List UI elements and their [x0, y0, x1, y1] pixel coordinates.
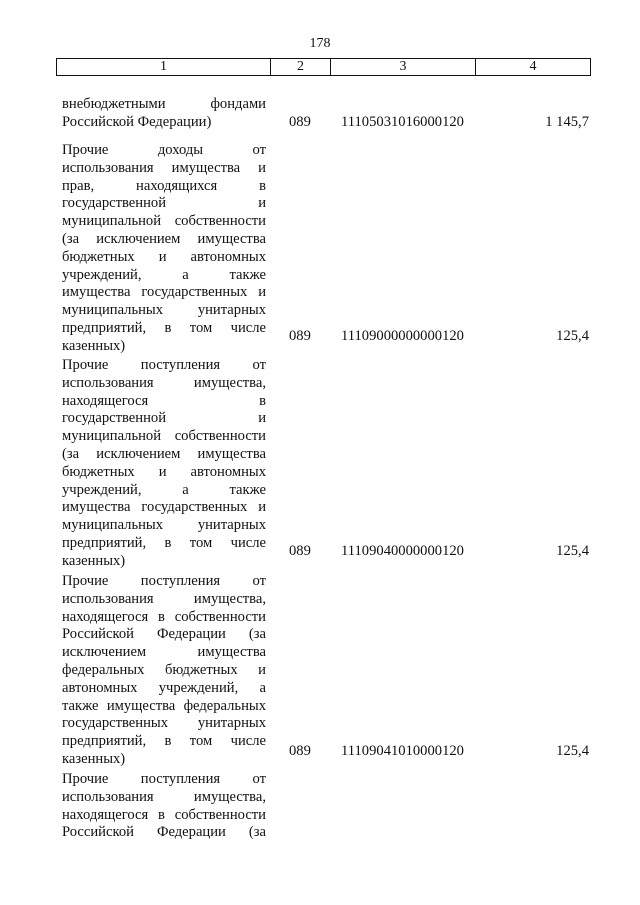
description-line: муниципальной собственности — [62, 213, 266, 230]
row-code: 089 — [289, 328, 311, 344]
row-description — [62, 142, 266, 356]
description-line: казенных) — [62, 552, 126, 569]
description-line: автономных учреждений, а — [62, 679, 266, 696]
description-line: бюджетных и автономных — [62, 463, 266, 480]
description-line: предприятий, в том числе — [62, 534, 266, 551]
description-line: учреждений, а также — [62, 481, 266, 498]
description-line: исключением имущества — [62, 644, 266, 661]
description-line: муниципальной собственности — [62, 428, 266, 445]
description-line: имущества государственных и — [62, 284, 266, 301]
row-code: 089 — [289, 543, 311, 559]
description-line: (за исключением имущества — [62, 230, 266, 247]
description-line: Прочие поступления от — [62, 357, 266, 373]
description-line: прав, находящихся в — [62, 177, 266, 194]
description-line: муниципальных унитарных — [62, 517, 266, 534]
description-line: находящегося в собственности — [62, 608, 266, 625]
row-description — [62, 771, 266, 842]
description-line: внебюджетными фондами — [62, 96, 266, 112]
row-amount: 1 145,7 — [545, 113, 589, 130]
row-code: 089 — [289, 113, 311, 130]
description-line: Прочие доходы от — [62, 142, 266, 158]
description-line: Российской Федерации (за — [62, 824, 266, 841]
description-line: Прочие поступления от — [62, 771, 266, 787]
row-amount: 125,4 — [556, 743, 589, 759]
description-line: использования имущества, — [62, 590, 266, 607]
column-header-4: 4 — [529, 59, 537, 74]
row-kbk: 11109040000000120 — [341, 543, 464, 559]
description-line: учреждений, а также — [62, 266, 266, 283]
page-number: 178 — [309, 36, 331, 51]
description-line: предприятий, в том числе — [62, 319, 266, 336]
row-kbk: 11105031016000120 — [341, 113, 464, 130]
column-header-3: 3 — [331, 59, 476, 75]
description-line: Прочие поступления от — [62, 573, 266, 589]
description-line: Российской Федерации (за — [62, 626, 266, 643]
row-description — [62, 573, 266, 769]
description-line: находящегося в собственности — [62, 806, 266, 823]
description-line: государственной и — [62, 410, 266, 427]
description-line: предприятий, в том числе — [62, 733, 266, 750]
row-amount: 125,4 — [556, 543, 589, 559]
column-header-2: 2 — [271, 59, 331, 75]
description-line: казенных) — [62, 337, 126, 354]
description-line: Российской Федерации) — [62, 113, 212, 130]
description-line: федеральных бюджетных и — [62, 661, 266, 678]
row-amount: 125,4 — [556, 328, 589, 344]
row-code: 089 — [289, 743, 311, 759]
row-description — [62, 96, 266, 132]
description-line: государственной и — [62, 195, 266, 212]
description-line: государственных унитарных — [62, 715, 266, 732]
description-line: имущества государственных и — [62, 499, 266, 516]
description-line: казенных) — [62, 750, 126, 767]
description-line: муниципальных унитарных — [62, 302, 266, 319]
description-line: также имущества федеральных — [62, 697, 266, 714]
description-line: использования имущества, — [62, 788, 266, 805]
row-kbk: 11109041010000120 — [341, 743, 464, 759]
row-kbk: 11109000000000120 — [341, 328, 464, 344]
row-description — [62, 357, 266, 571]
column-header-1: 1 — [57, 59, 271, 75]
description-line: использования имущества и — [62, 159, 266, 176]
description-line: находящегося в — [62, 392, 266, 409]
description-line: бюджетных и автономных — [62, 248, 266, 265]
description-line: использования имущества, — [62, 374, 266, 391]
column-header-row — [56, 58, 591, 76]
description-line: (за исключением имущества — [62, 445, 266, 462]
